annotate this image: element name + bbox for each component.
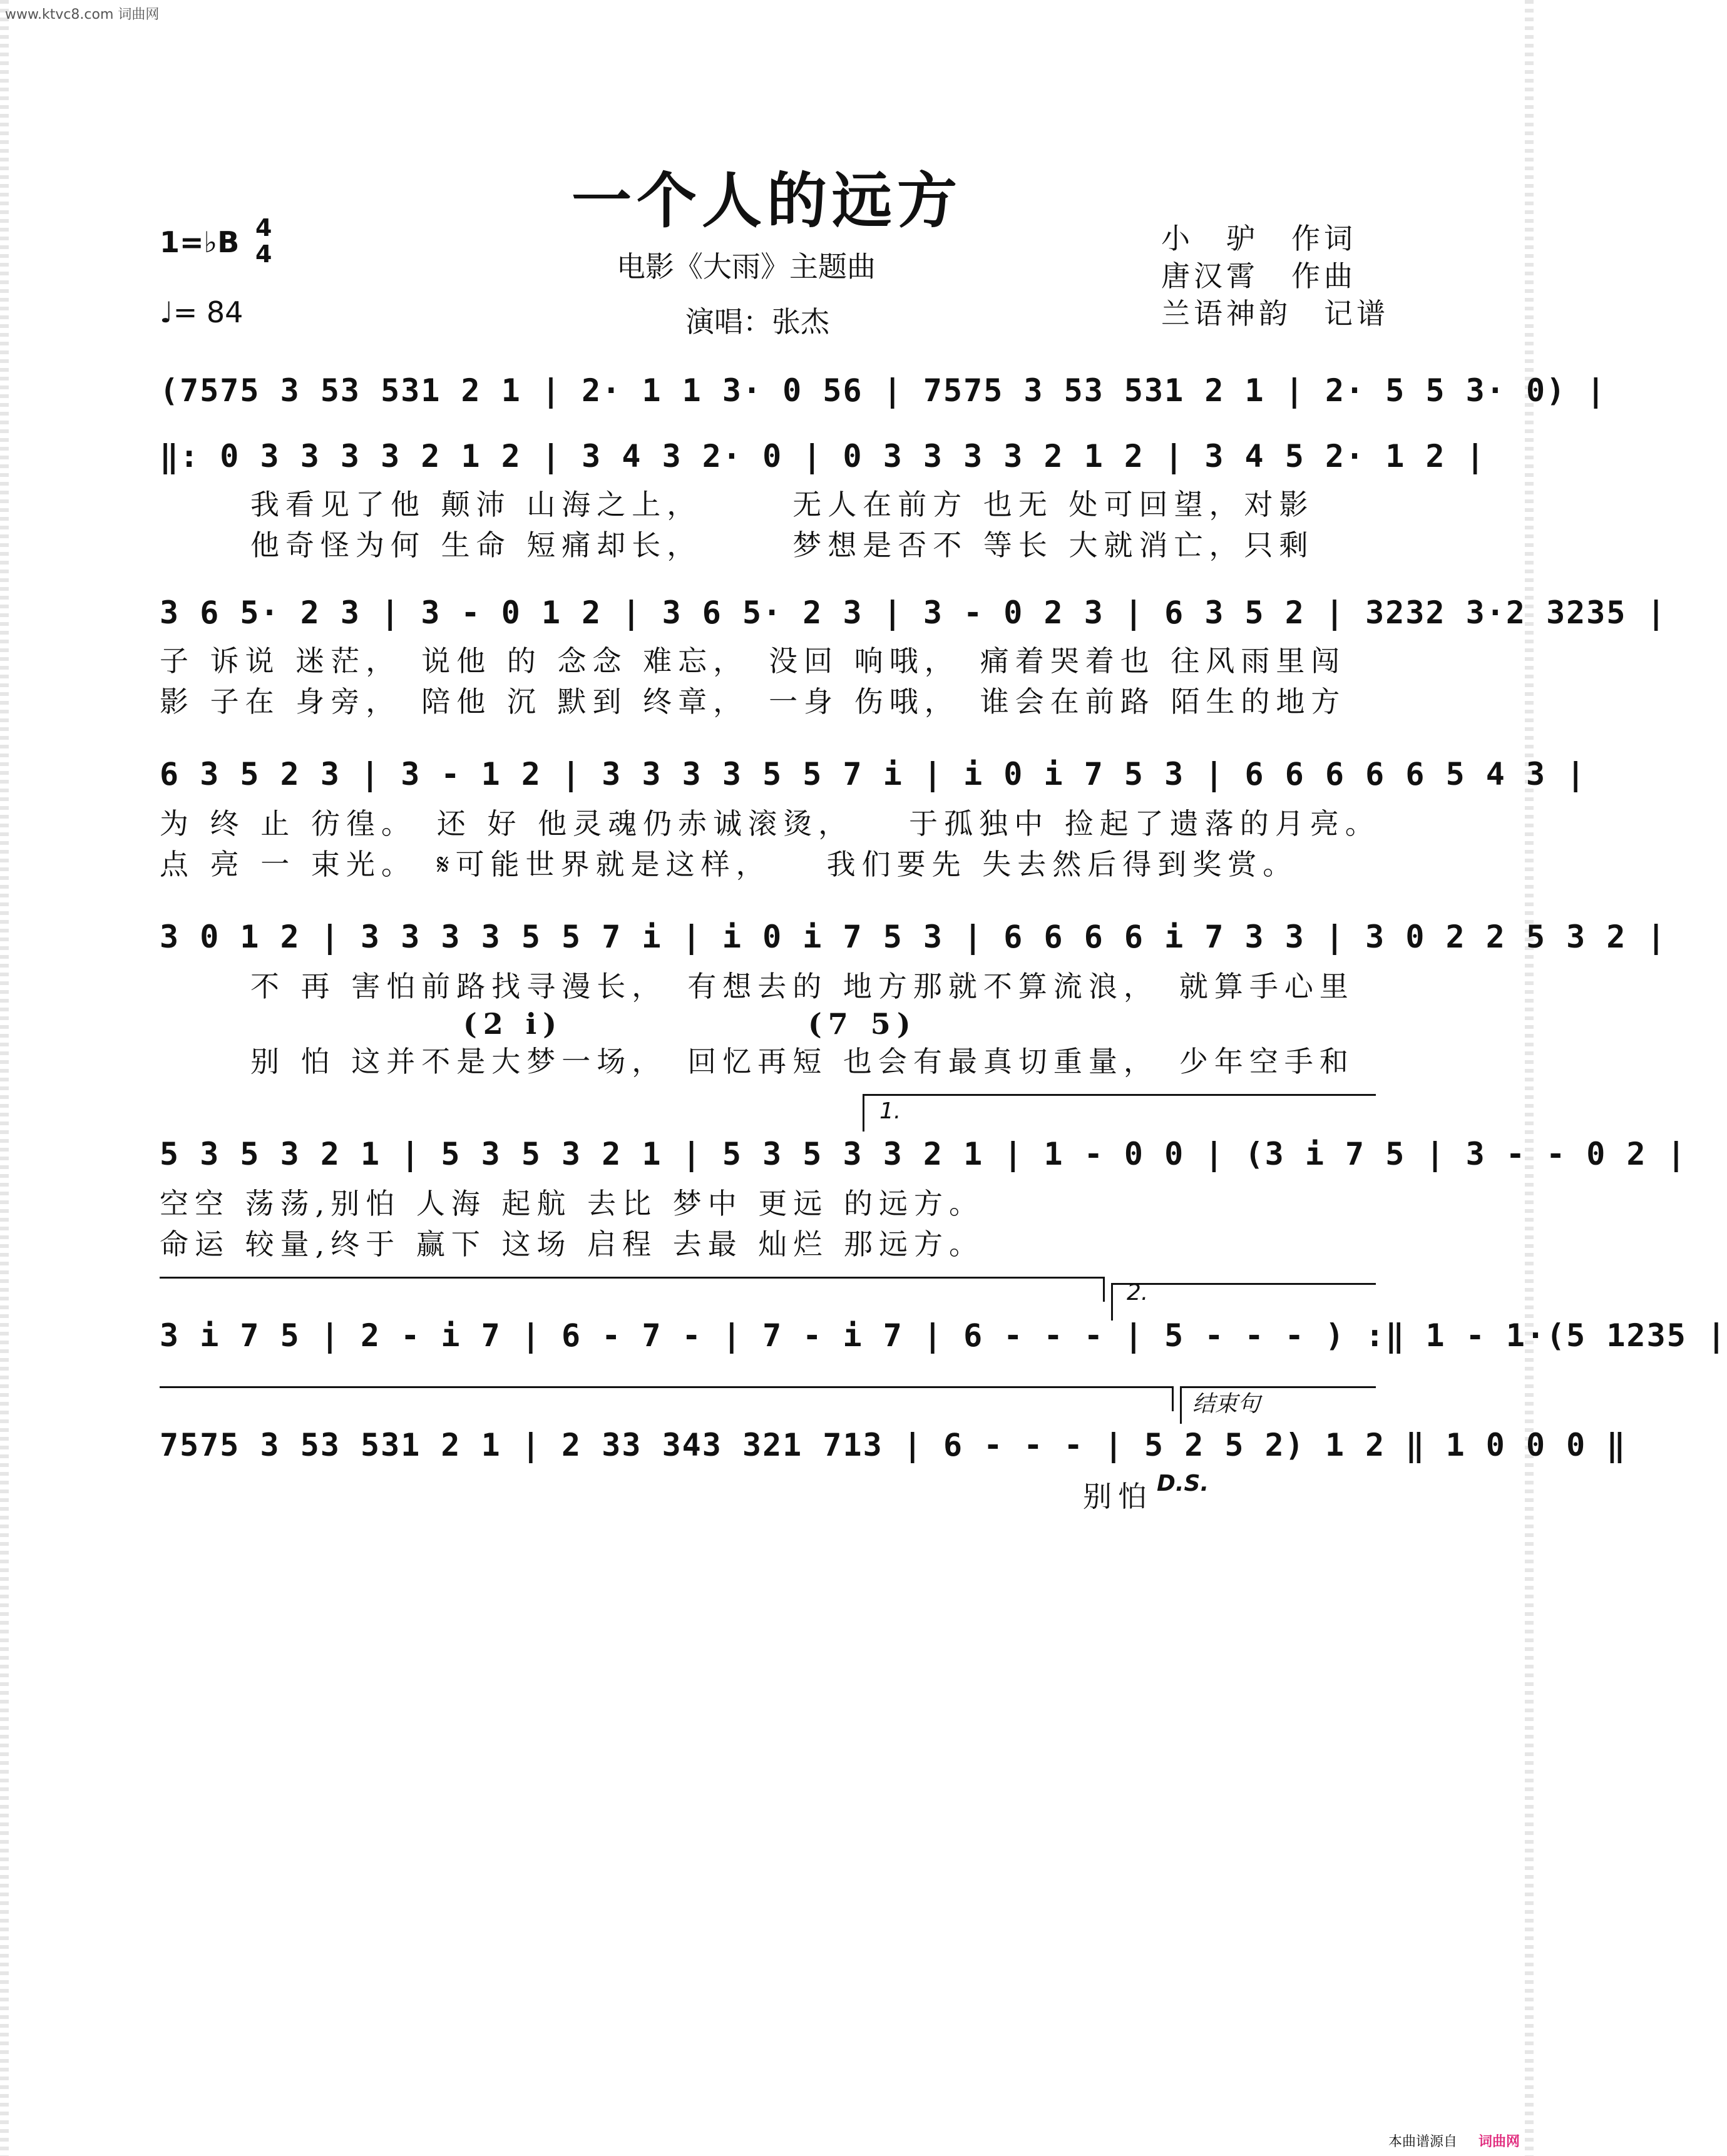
- volta-2-label: 2.: [1127, 1280, 1149, 1305]
- left-watermark-strip: [0, 0, 9, 2156]
- lyrics-system-5-verse-2: 别 怕 这并不是大梦一场， 回忆再短 也会有最真切重量， 少年空手和: [250, 1045, 1355, 1078]
- lyrics-system-6-verse-1: 空空 荡荡,别怕 人海 起航 去比 梦中 更远 的远方。: [160, 1187, 984, 1220]
- notes-system-3: 3 6 5· 2 3 | 3 - 0 1 2 | 3 6 5· 2 3 | 3 - 0 2 3 | 6 3 5 2 | 3232 3·2 3235 |: [160, 595, 1667, 631]
- ending-bracket-side: [1180, 1386, 1182, 1424]
- footer-source: 本曲谱源自: [1388, 2134, 1458, 2150]
- lyrics-system-4-verse-1: 为 终 止 彷徨。 还 好 他灵魂仍赤诚滚烫， 于孤独中 捡起了遗落的月亮。: [160, 807, 1380, 840]
- lyrics-system-2-verse-1: 我看见了他 颠沛 山海之上， 无人在前方 也无 处可回望，对影: [250, 488, 1314, 521]
- lyricist-credit: 小 驴 作词: [1161, 222, 1356, 255]
- volta-2-continuation: [160, 1386, 1174, 1388]
- time-signature-top: 4: [255, 214, 272, 242]
- lyrics-system-4-verse-2: 点 亮 一 束光。 𝄋可能世界就是这样， 我们要先 失去然后得到奖赏。: [160, 847, 1298, 881]
- volta-2-bracket: [1111, 1283, 1376, 1285]
- ending-label: 结束句: [1192, 1391, 1261, 1417]
- lyrics-system-2-verse-2: 他奇怪为何 生命 短痛却长， 梦想是否不 等长 大就消亡，只剩: [250, 528, 1314, 562]
- dal-segno-mark: D.S.: [1157, 1471, 1209, 1496]
- tempo: ♩= 84: [160, 295, 243, 329]
- transcriber-credit: 兰语神韵 记谱: [1161, 297, 1389, 330]
- notes-system-6: 5 3 5 3 2 1 | 5 3 5 3 2 1 | 5 3 5 3 3 2 1 | 1 - 0 0 | (3 i 7 5 | 3 - - 0 2 |: [160, 1136, 1687, 1172]
- volta-1-bracket-side: [863, 1094, 864, 1132]
- notes-system-1: (7575 3 53 531 2 1 | 2· 1 1 3· 0 56 | 7575 3 53 531 2 1 | 2· 5 5 3· 0) |: [160, 372, 1607, 409]
- volta-1-end: [1103, 1277, 1105, 1302]
- song-title: 一个人的远方: [571, 165, 962, 236]
- notes-system-8: 7575 3 53 531 2 1 | 2 33 343 321 713 | 6 - - - | 5 2 5 2) 1 2 ‖ 1 0 0 0 ‖: [160, 1427, 1627, 1463]
- lyrics-system-3-verse-2: 影 子在 身旁， 陪他 沉 默到 终章， 一身 伤哦， 谁会在前路 陌生的地方: [160, 685, 1346, 718]
- notes-system-4: 6 3 5 2 3 | 3 - 1 2 | 3 3 3 3 5 5 7 i | i 0 i 7 5 3 | 6 6 6 6 6 5 4 3 |: [160, 756, 1587, 792]
- right-watermark-strip: [1525, 0, 1534, 2156]
- lyrics-system-8: 别怕: [1083, 1479, 1153, 1513]
- site-url[interactable]: www.ktvc8.com 词曲网: [5, 7, 160, 23]
- volta-1-bracket: [863, 1094, 1376, 1096]
- time-signature-bottom: 4: [255, 240, 272, 268]
- key-signature: 1=♭B: [160, 225, 240, 259]
- volta-2-bracket-side: [1111, 1283, 1113, 1321]
- volta-2-end: [1172, 1386, 1174, 1411]
- alternate-notes: (2 i) (7 5): [463, 1007, 917, 1041]
- notes-system-5: 3 0 1 2 | 3 3 3 3 5 5 7 i | i 0 i 7 5 3 | 6 6 6 6 i 7 3 3 | 3 0 2 2 5 3 2 |: [160, 919, 1667, 955]
- footer-brand-link[interactable]: 词曲网: [1478, 2134, 1520, 2150]
- singer: 演唱：张杰: [685, 305, 829, 339]
- volta-1-label: 1.: [879, 1098, 901, 1124]
- notes-system-2: ‖: 0 3 3 3 3 2 1 2 | 3 4 3 2· 0 | 0 3 3 3 3 2 1 2 | 3 4 5 2· 1 2 |: [160, 438, 1486, 474]
- lyrics-system-5-verse-1: 不 再 害怕前路找寻漫长， 有想去的 地方那就不算流浪， 就算手心里: [250, 969, 1355, 1003]
- composer-credit: 唐汉霄 作曲: [1161, 259, 1356, 293]
- lyrics-system-6-verse-2: 命运 较量,终于 赢下 这场 启程 去最 灿烂 那远方。: [160, 1227, 984, 1261]
- volta-1-continuation: [160, 1277, 1105, 1279]
- subtitle: 电影《大雨》主题曲: [617, 250, 876, 284]
- lyrics-system-3-verse-1: 子 诉说 迷茫， 说他 的 念念 难忘， 没回 响哦， 痛着哭着也 往风雨里闯: [160, 644, 1346, 678]
- notes-system-7: 3 i 7 5 | 2 - i 7 | 6 - 7 - | 7 - i 7 | 6 - - - | 5 - - - ) :‖ 1 - 1·(5 1235 |: [160, 1317, 1727, 1354]
